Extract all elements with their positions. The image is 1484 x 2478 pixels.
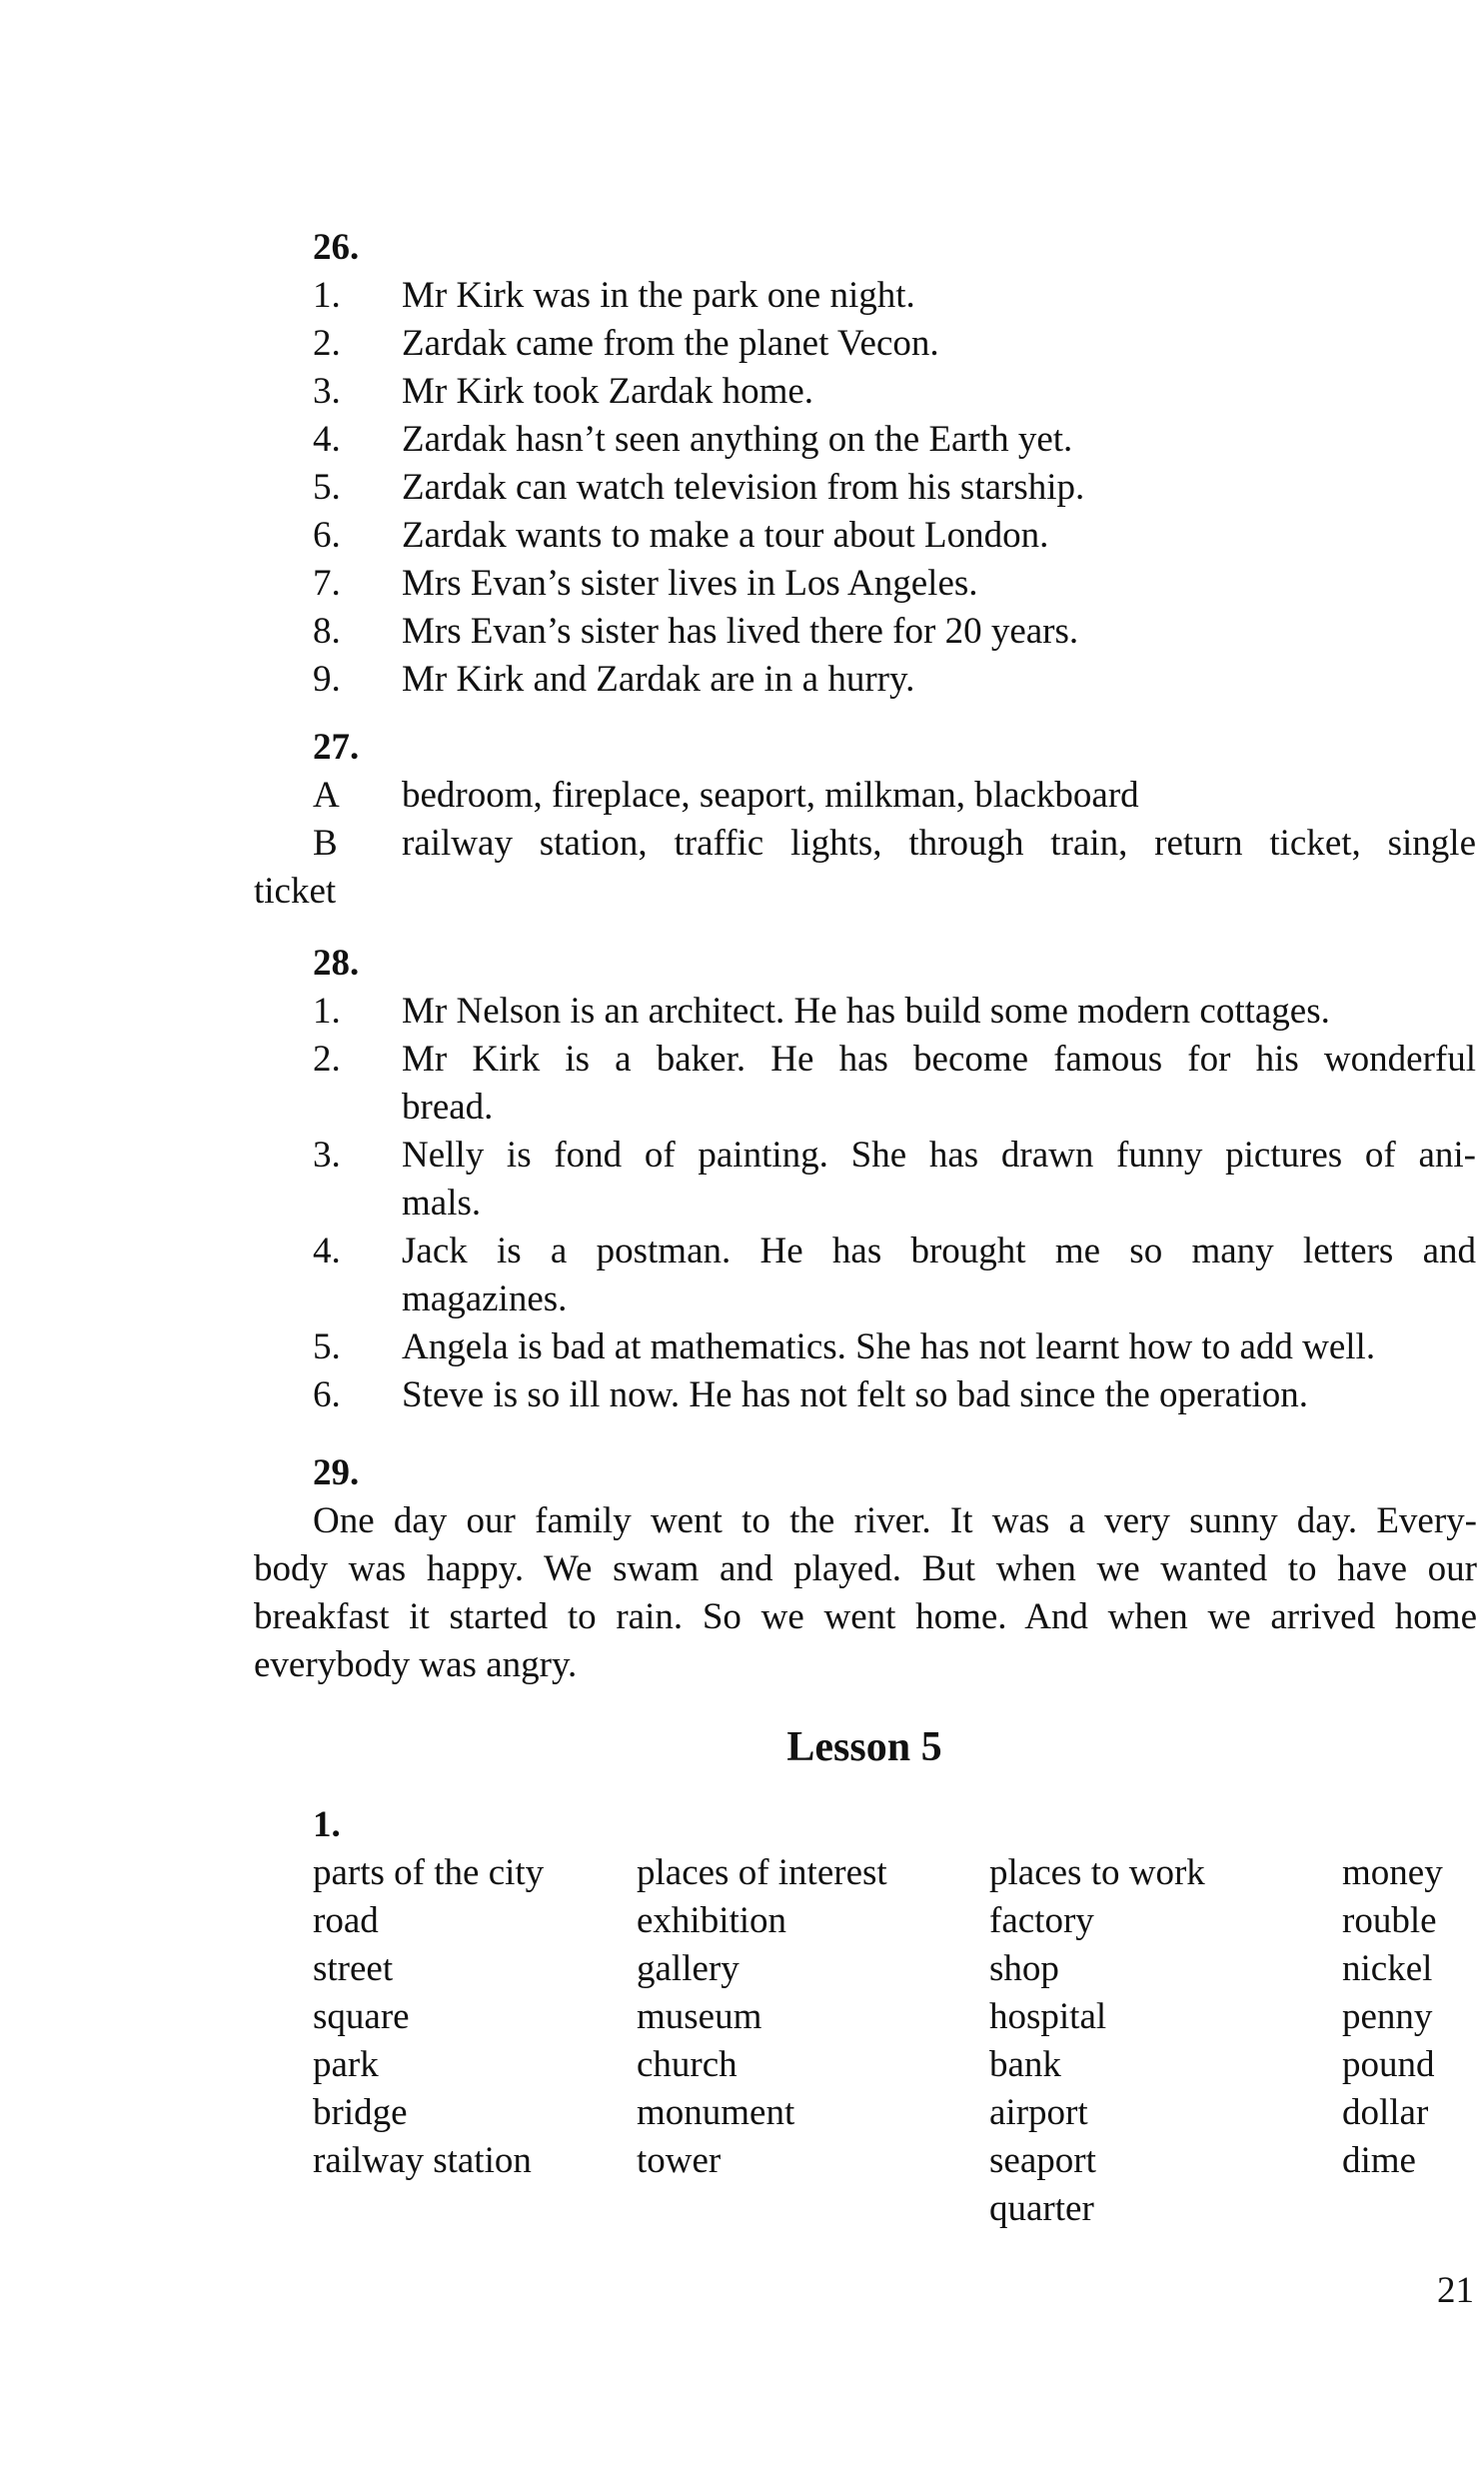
item-text: Zardak can watch television from his starship.	[402, 467, 1085, 508]
list-item: dime	[1342, 2140, 1416, 2181]
list-item: nickel	[1342, 1948, 1433, 1989]
exercise-29-line-2: body was happy. We swam and played. But when we wanted to have our	[254, 1548, 1477, 1589]
exercise-27-item-b-continuation: ticket	[254, 871, 337, 912]
list-item: seaport	[989, 2140, 1096, 2181]
item-number: 1.	[313, 991, 341, 1032]
list-item: square	[313, 1996, 410, 2037]
list-item: factory	[989, 1900, 1094, 1941]
lesson-title: Lesson 5	[786, 1724, 942, 1770]
list-item: shop	[989, 1948, 1059, 1989]
list-item: gallery	[637, 1948, 740, 1989]
list-item: dollar	[1342, 2092, 1429, 2133]
column-header: places to work	[989, 1852, 1205, 1893]
item-number: 4.	[313, 1231, 341, 1271]
list-item: church	[637, 2044, 738, 2085]
item-number: 6.	[313, 515, 341, 556]
list-item: monument	[637, 2092, 795, 2133]
exercise-29-line-3: breakfast it started to rain. So we went home. And when we arrived home	[254, 1596, 1477, 1637]
item-text: Mr Kirk is a baker. He has become famous for his wonderful	[402, 1039, 1476, 1080]
item-text: Zardak wants to make a tour about London.	[402, 515, 1049, 556]
item-number: 3.	[313, 1135, 341, 1176]
column-money	[1342, 1849, 1443, 2185]
exercise-29-line-1: One day our family went to the river. It was a very sunny day. Every-	[313, 1500, 1477, 1541]
list-item: railway station	[313, 2140, 532, 2181]
exercise-28-heading: 28.	[313, 943, 360, 984]
list-item: rouble	[1342, 1900, 1437, 1941]
page-number: 21	[1437, 2270, 1474, 2311]
item-text: Mr Kirk took Zardak home.	[402, 371, 814, 412]
column-header: parts of the city	[313, 1852, 545, 1893]
exercise-27-heading: 27.	[313, 727, 360, 768]
exercise-29-line-4: everybody was angry.	[254, 1644, 578, 1685]
item-text-continuation: magazines.	[402, 1278, 568, 1319]
item-number: 2.	[313, 1039, 341, 1080]
list-item: penny	[1342, 1996, 1433, 2037]
list-item: street	[313, 1948, 394, 1989]
column-places-to-work	[989, 1849, 1205, 2233]
item-text: Mrs Evan’s sister has lived there for 20 years.	[402, 611, 1079, 652]
list-item: exhibition	[637, 1900, 787, 1941]
item-number: 6.	[313, 1374, 341, 1415]
item-text: Steve is so ill now. He has not felt so bad since the operation.	[402, 1374, 1309, 1415]
list-item: road	[313, 1900, 379, 1941]
item-text: Mrs Evan’s sister lives in Los Angeles.	[402, 563, 978, 604]
item-text: Jack is a postman. He has brought me so many letters and	[402, 1231, 1476, 1271]
column-places-of-interest	[637, 1849, 887, 2185]
item-label: A	[313, 775, 340, 816]
item-label: B	[313, 823, 338, 864]
exercise-29-heading: 29.	[313, 1452, 360, 1493]
item-number: 3.	[313, 371, 341, 412]
item-number: 1.	[313, 275, 341, 316]
item-text: railway station, traffic lights, through train, return ticket, single	[402, 823, 1476, 864]
exercise-26-heading: 26.	[313, 227, 360, 268]
list-item: airport	[989, 2092, 1088, 2133]
column-parts-of-the-city	[313, 1849, 544, 2185]
item-text-continuation: bread.	[402, 1087, 494, 1128]
item-number: 7.	[313, 563, 341, 604]
item-text: Zardak came from the planet Vecon.	[402, 323, 939, 364]
item-text: bedroom, fireplace, seaport, milkman, blackboard	[402, 775, 1139, 816]
list-item: museum	[637, 1996, 762, 2037]
item-text: Mr Kirk and Zardak are in a hurry.	[402, 659, 915, 700]
list-item: quarter	[989, 2188, 1094, 2229]
list-item: bridge	[313, 2092, 408, 2133]
item-number: 5.	[313, 467, 341, 508]
item-number: 5.	[313, 1326, 341, 1367]
item-number: 2.	[313, 323, 341, 364]
list-item: tower	[637, 2140, 722, 2181]
column-header: money	[1342, 1852, 1443, 1893]
item-text: Nelly is fond of painting. She has drawn funny pictures of ani-	[402, 1135, 1476, 1176]
item-text: Zardak hasn’t seen anything on the Earth yet.	[402, 419, 1073, 460]
item-number: 9.	[313, 659, 341, 700]
list-item: pound	[1342, 2044, 1435, 2085]
list-item: park	[313, 2044, 379, 2085]
list-item: hospital	[989, 1996, 1107, 2037]
list-item: bank	[989, 2044, 1061, 2085]
item-text: Mr Nelson is an architect. He has build some modern cottages.	[402, 991, 1330, 1032]
item-text-continuation: mals.	[402, 1183, 482, 1224]
lesson-exercise-1-heading: 1.	[313, 1804, 341, 1845]
item-text: Angela is bad at mathematics. She has not learnt how to add well.	[402, 1326, 1376, 1367]
column-header: places of interest	[637, 1852, 887, 1893]
item-number: 4.	[313, 419, 341, 460]
item-text: Mr Kirk was in the park one night.	[402, 275, 915, 316]
item-number: 8.	[313, 611, 341, 652]
